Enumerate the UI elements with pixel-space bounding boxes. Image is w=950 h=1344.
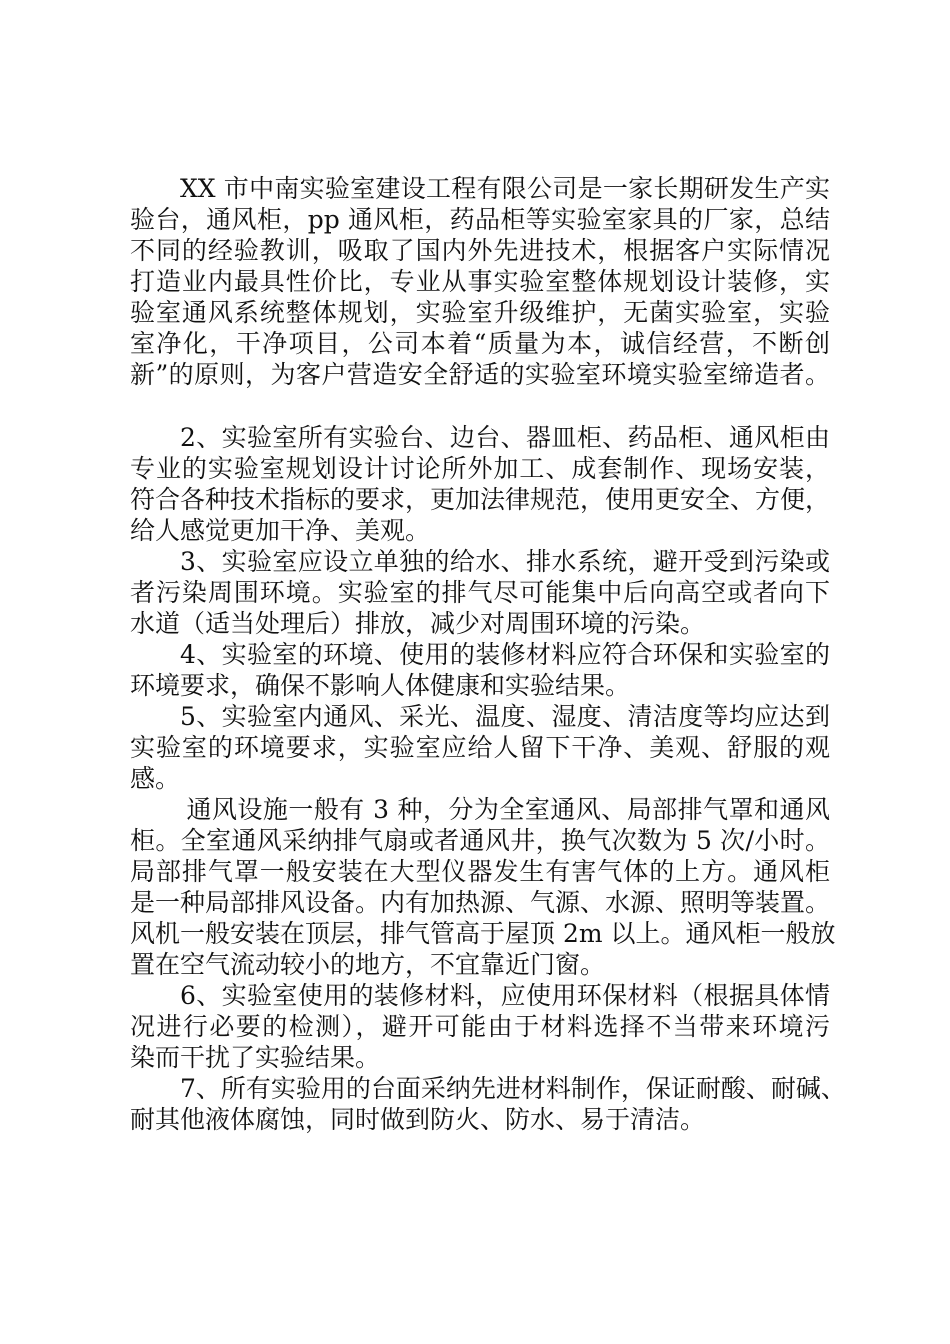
text-line: 4、实验室的环境、使用的装修材料应符合环保和实验室的 [180,640,830,669]
text-line: 3、实验室应设立单独的给水、排水系统，避开受到污染或 [180,547,830,576]
paragraph-item-2 [130,422,830,546]
text-line: 验室通风系统整体规划，实验室升级维护，无菌实验室，实验 [130,298,830,327]
text-line: 不同的经验教训，吸取了国内外先进技术，根据客户实际情况 [130,236,830,265]
text-line: 感。 [130,764,181,793]
text-line: 风机一般安装在顶层，排气管高于屋顶 2m 以上。通风柜一般放 [130,919,836,948]
text-line: 通风设施一般有 3 种，分为全室通风、局部排气罩和通风 [186,795,830,824]
text-line: 给人感觉更加干净、美观。 [130,516,431,545]
text-line: 况进行必要的检测），避开可能由于材料选择不当带来环境污 [130,1012,830,1041]
text-line: 验台，通风柜，pp 通风柜，药品柜等实验室家具的厂家，总结 [130,205,830,234]
paragraph-item-7 [130,1073,846,1135]
paragraph-item-5 [130,701,830,794]
text-line: 5、实验室内通风、采光、温度、湿度、清洁度等均应达到 [180,702,830,731]
text-line: 是一种局部排风设备。内有加热源、气源、水源、照明等装置。 [130,888,831,917]
text-line: 局部排气罩一般安装在大型仪器发生有害气体的上方。通风柜 [130,857,830,886]
text-line: 室净化，干净项目，公司本着“质量为本，诚信经营，不断创 [130,329,830,358]
text-line: 染而干扰了实验结果。 [130,1043,381,1072]
text-line: XX 市中南实验室建设工程有限公司是一家长期研发生产实 [180,174,830,203]
paragraph-item-4 [130,639,830,701]
text-line: 2、实验室所有实验台、边台、器皿柜、药品柜、通风柜由 [180,423,830,452]
text-line: 耐其他液体腐蚀，同时做到防火、防水、易于清洁。 [130,1105,706,1134]
paragraph-item-6 [130,980,830,1073]
text-line: 水道（适当处理后）排放，减少对周围环境的污染。 [130,609,706,638]
text-line: 柜。全室通风采纳排气扇或者通风井，换气次数为 5 次/小时。 [130,826,830,855]
paragraph-company-intro [130,173,830,390]
text-line: 环境要求，确保不影响人体健康和实验结果。 [130,671,631,700]
text-line: 打造业内最具性价比，专业从事实验室整体规划设计装修，实 [130,267,830,296]
paragraph-item-3 [130,546,830,639]
text-line: 新”的原则，为客户营造安全舒适的实验室环境实验室缔造者。 [130,360,830,389]
text-line: 7、所有实验用的台面采纳先进材料制作，保证耐酸、耐碱、 [180,1074,846,1103]
text-line: 者污染周围环境。实验室的排气尽可能集中后向高空或者向下 [130,578,830,607]
text-line: 符合各种技术指标的要求，更加法律规范，使用更安全、方便， [130,485,831,514]
text-line: 置在空气流动较小的地方，不宜靠近门窗。 [130,950,606,979]
text-line: 6、实验室使用的装修材料，应使用环保材料（根据具体情 [180,981,830,1010]
text-line: 实验室的环境要求，实验室应给人留下干净、美观、舒服的观 [130,733,830,762]
paragraph-ventilation [130,794,836,980]
text-line: 专业的实验室规划设计讨论所外加工、成套制作、现场安装， [130,454,830,483]
